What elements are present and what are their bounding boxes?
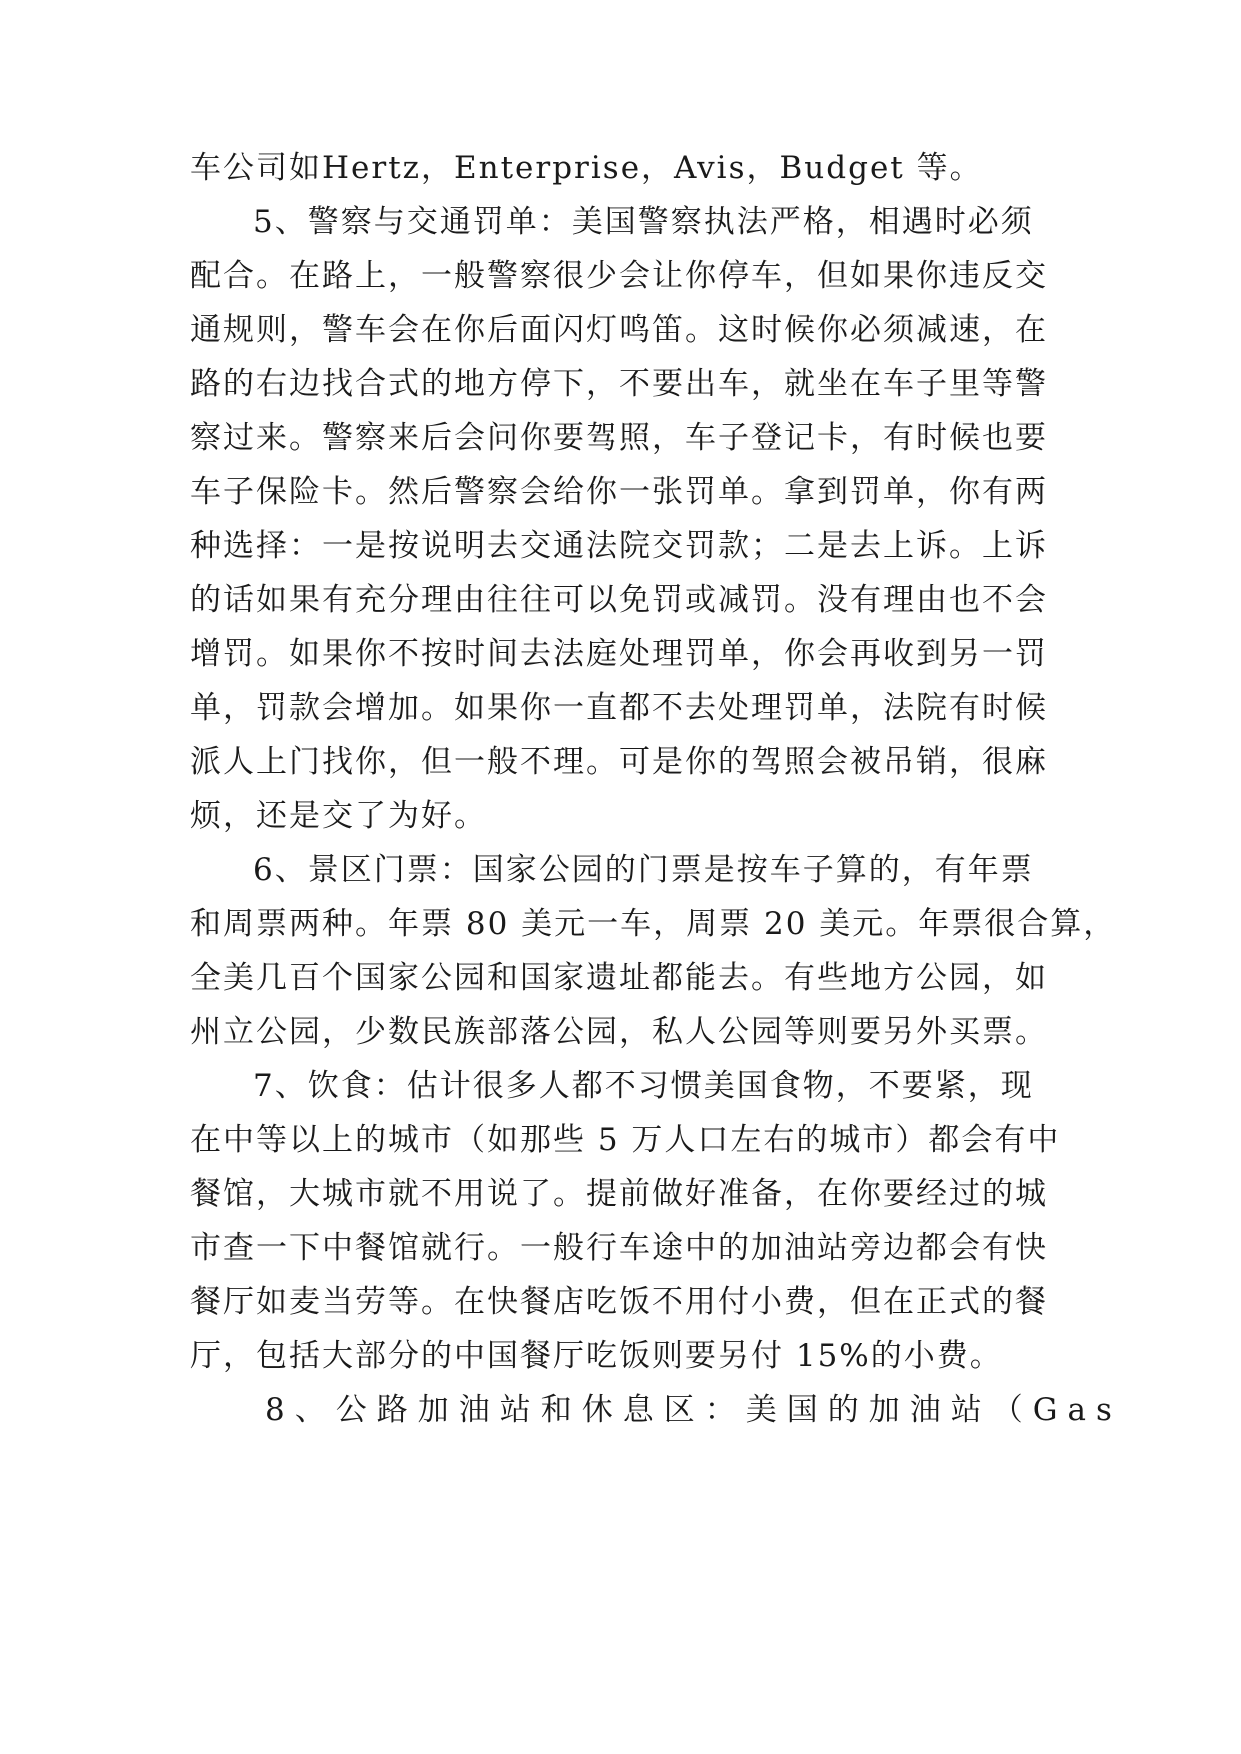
text-line-7: 车子保险卡。然后警察会给你一张罚单。拿到罚单，你有两: [190, 474, 1048, 510]
text-line-17: 州立公园，少数民族部落公园，私人公园等则要另外买票。: [190, 1014, 1048, 1050]
text-line-13: 烦，还是交了为好。: [190, 798, 487, 834]
text-line-10: 增罚。如果你不按时间去法庭处理罚单，你会再收到另一罚: [190, 636, 1048, 672]
text-line-20: 餐馆，大城市就不用说了。提前做好准备，在你要经过的城: [190, 1176, 1048, 1212]
paragraph-5-heading-line: 5、警察与交通罚单：美国警察执法严格，相遇时必须: [253, 204, 1034, 240]
text-line-12: 派人上门找你，但一般不理。可是你的驾照会被吊销，很麻: [190, 744, 1048, 780]
text-line-22: 餐厅如麦当劳等。在快餐店吃饭不用付小费，但在正式的餐: [190, 1284, 1048, 1320]
paragraph-7-heading-line: 7、饮食：估计很多人都不习惯美国食物，不要紧，现: [253, 1068, 1034, 1104]
text-line-9: 的话如果有充分理由往往可以免罚或减罚。没有理由也不会: [190, 582, 1048, 618]
text-line-6: 察过来。警察来后会问你要驾照，车子登记卡，有时候也要: [190, 420, 1048, 456]
text-line-8: 种选择：一是按说明去交通法院交罚款；二是去上诉。上诉: [190, 528, 1048, 564]
text-line-4: 通规则，警车会在你后面闪灯鸣笛。这时候你必须减速，在: [190, 312, 1048, 348]
text-line-16: 全美几百个国家公园和国家遗址都能去。有些地方公园，如: [190, 960, 1048, 996]
text-line-3: 配合。在路上，一般警察很少会让你停车，但如果你违反交: [190, 258, 1048, 294]
text-line-1: 车公司如Hertz，Enterprise，Avis，Budget 等。: [190, 150, 983, 186]
paragraph-6-heading-line: 6、景区门票：国家公园的门票是按车子算的，有年票: [253, 852, 1034, 888]
text-line-19: 在中等以上的城市（如那些 5 万人口左右的城市）都会有中: [190, 1122, 1061, 1158]
text-line-11: 单，罚款会增加。如果你一直都不去处理罚单，法院有时候: [190, 690, 1048, 726]
text-line-5: 路的右边找合式的地方停下，不要出车，就坐在车子里等警: [190, 366, 1048, 402]
paragraph-8-heading-line: 8、公路加油站和休息区：美国的加油站（Gas: [265, 1392, 1122, 1428]
text-line-23: 厅，包括大部分的中国餐厅吃饭则要另付 15%的小费。: [190, 1338, 1003, 1374]
text-line-15: 和周票两种。年票 80 美元一车，周票 20 美元。年票很合算，: [190, 906, 1117, 942]
text-line-21: 市查一下中餐馆就行。一般行车途中的加油站旁边都会有快: [190, 1230, 1048, 1266]
